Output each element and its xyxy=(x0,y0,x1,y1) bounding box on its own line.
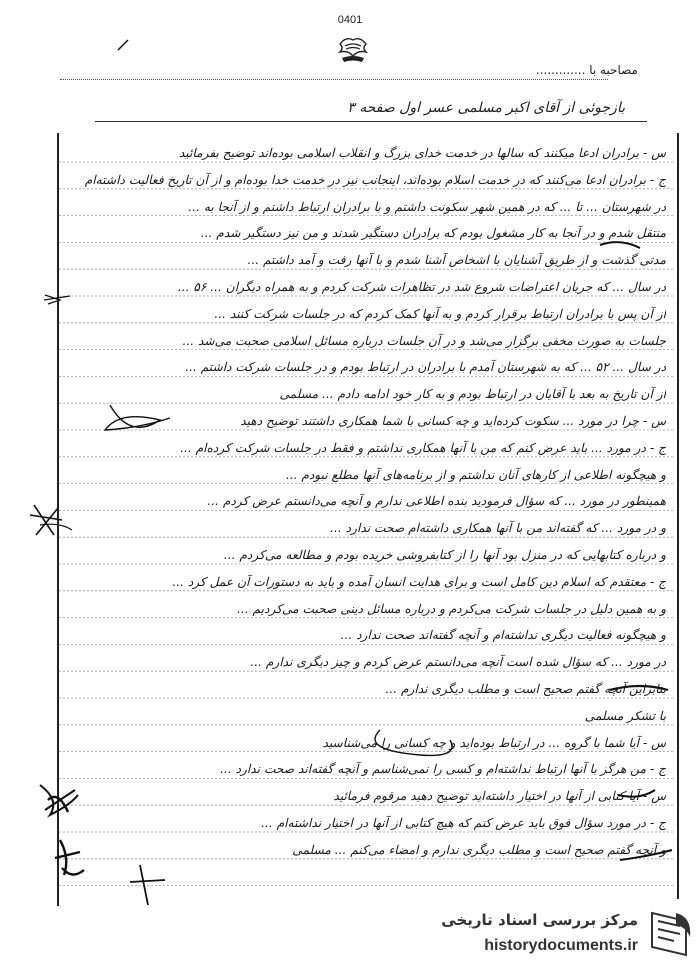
text-line: و هیچگونه فعالیت دیگری نداشته‌ام و آنچه گفته‌اند صحت ندارد ... xyxy=(340,628,666,643)
text-line: س - برادران ادعا میکنند که سالها در خدمت خدای بزرگ و انقلاب اسلامی بوده‌اند توضیح بفرمائید xyxy=(178,146,666,160)
text-line: در مورد ... که سؤال شده است آنچه می‌دانستم عرض کردم و چیز دیگری ندارم ... xyxy=(250,655,666,670)
archive-logo-icon xyxy=(646,907,694,959)
subject-line: بازجوئی از آقای اکبر مسلمی عسر اول صفحه ۳ xyxy=(347,100,625,116)
text-line: س - آیا کتابی از آنها در اختیار داشته‌اید توضیح دهید مرقوم فرمائید xyxy=(333,789,666,804)
text-line: س - چرا در مورد ... سکوت کرده‌اید و چه کسانی با شما همکاری داشتند توضیح دهید xyxy=(240,413,666,428)
archive-watermark xyxy=(400,899,700,967)
signature-line: از آن تاریخ به بعد با آقایان در ارتباط بودم و به کار خود ادامه دادم ... مسلمی xyxy=(279,387,666,402)
handwritten-body xyxy=(66,140,666,864)
text-line: بنابراین آنچه گفتم صحیح است و مطلب دیگری ندارم ... xyxy=(385,681,666,696)
text-line: از آن پس با برادران ارتباط برقرار کردم و به آنها کمک کردم که در جلسات شرکت کنند ... xyxy=(214,306,666,321)
text-line: و در مورد ... که گفته‌اند من با آنها همکاری داشته‌ام صحت ندارد ... xyxy=(330,521,666,536)
signature-line: و آنچه گفتم صحیح است و مطلب دیگری ندارم و امضاء می‌کنم ... مسلمی xyxy=(292,842,666,857)
watermark-title: مرکز بررسی اسناد تاریخی xyxy=(441,911,638,929)
text-line: و درباره کتابهایی که در منزل بود آنها را از کتابفروشی خریده بودم و مطالعه می‌کردم ... xyxy=(223,547,666,562)
interview-label: مصاحبه با ............. xyxy=(535,63,638,77)
text-line: ج - معتقدم که اسلام دین کامل است و برای هدایت انسان آمده و باید به دستورات آن عمل کرد ... xyxy=(172,574,666,589)
text-line: در سال ... که جریان اعتراضات شروع شد در تظاهرات شرکت کردم و به همراه دیگران ... ۵۶ ... xyxy=(177,279,666,294)
text-line: جلسات به صورت مخفی برگزار می‌شد و در آن جلسات درباره مسائل اسلامی صحبت می‌شد ... xyxy=(182,333,666,348)
text-line: در شهرستان ... تا ... که در همین شهر سکونت داشتم و با برادران ارتباط داشتم و از آنجا به ... xyxy=(188,199,666,214)
text-line: ج - برادران ادعا می‌کنند که در خدمت اسلام بوده‌اند، اینجانب نیز در خدمت خدا بوده‌ام و از آن تاریخ فعالیت داشته‌ام xyxy=(84,172,666,187)
text-line: ج - در مورد سؤال فوق باید عرض کنم که هیچ کتابی از آنها در اختیار نداشته‌ام ... xyxy=(261,815,666,830)
signature-line: با تشکر مسلمی xyxy=(584,708,666,723)
text-line: و به همین دلیل در جلسات شرکت می‌کردم و درباره مسائل دینی صحبت می‌کردیم ... xyxy=(237,601,666,616)
text-line: ج - من هرگز با آنها ارتباط نداشته‌ام و کسی را نمی‌شناسم و آنچه گفته‌اند صحت ندارد ... xyxy=(220,762,666,777)
page-number: 0401 xyxy=(337,14,363,26)
text-line: منتقل شدم و در آنجا به کار مشغول بودم که برادران دستگیر شدند و من نیز دستگیر شدم ... xyxy=(200,226,666,241)
text-line: مدتی گذشت و از طریق آشنایان با اشخاص آشنا شدم و با آنها رفت و آمد داشتم ... xyxy=(247,253,666,268)
text-line: و هیچگونه اطلاعی از کارهای آنان نداشتم و از برنامه‌های آنها مطلع نبودم ... xyxy=(285,467,666,482)
text-line: همینطور در مورد ... که سؤال فرمودید بنده اطلاعی ندارم و آنچه می‌دانستم عرض کردم ... xyxy=(207,494,666,509)
text-line: س - آیا شما با گروه ... در ارتباط بوده‌اید و چه کسانی را می‌شناسید xyxy=(322,735,666,750)
text-line: در سال ... ۵۲ ... که به شهرستان آمدم با برادران در ارتباط بودم و در جلسات شرکت داشتم ... xyxy=(185,360,666,375)
text-line: ج - در مورد ... باید عرض کنم که من با آنها همکاری نداشتم و فقط در جلسات شرکت کرده‌ام ... xyxy=(180,440,666,455)
watermark-url: historydocuments.ir xyxy=(484,937,638,954)
